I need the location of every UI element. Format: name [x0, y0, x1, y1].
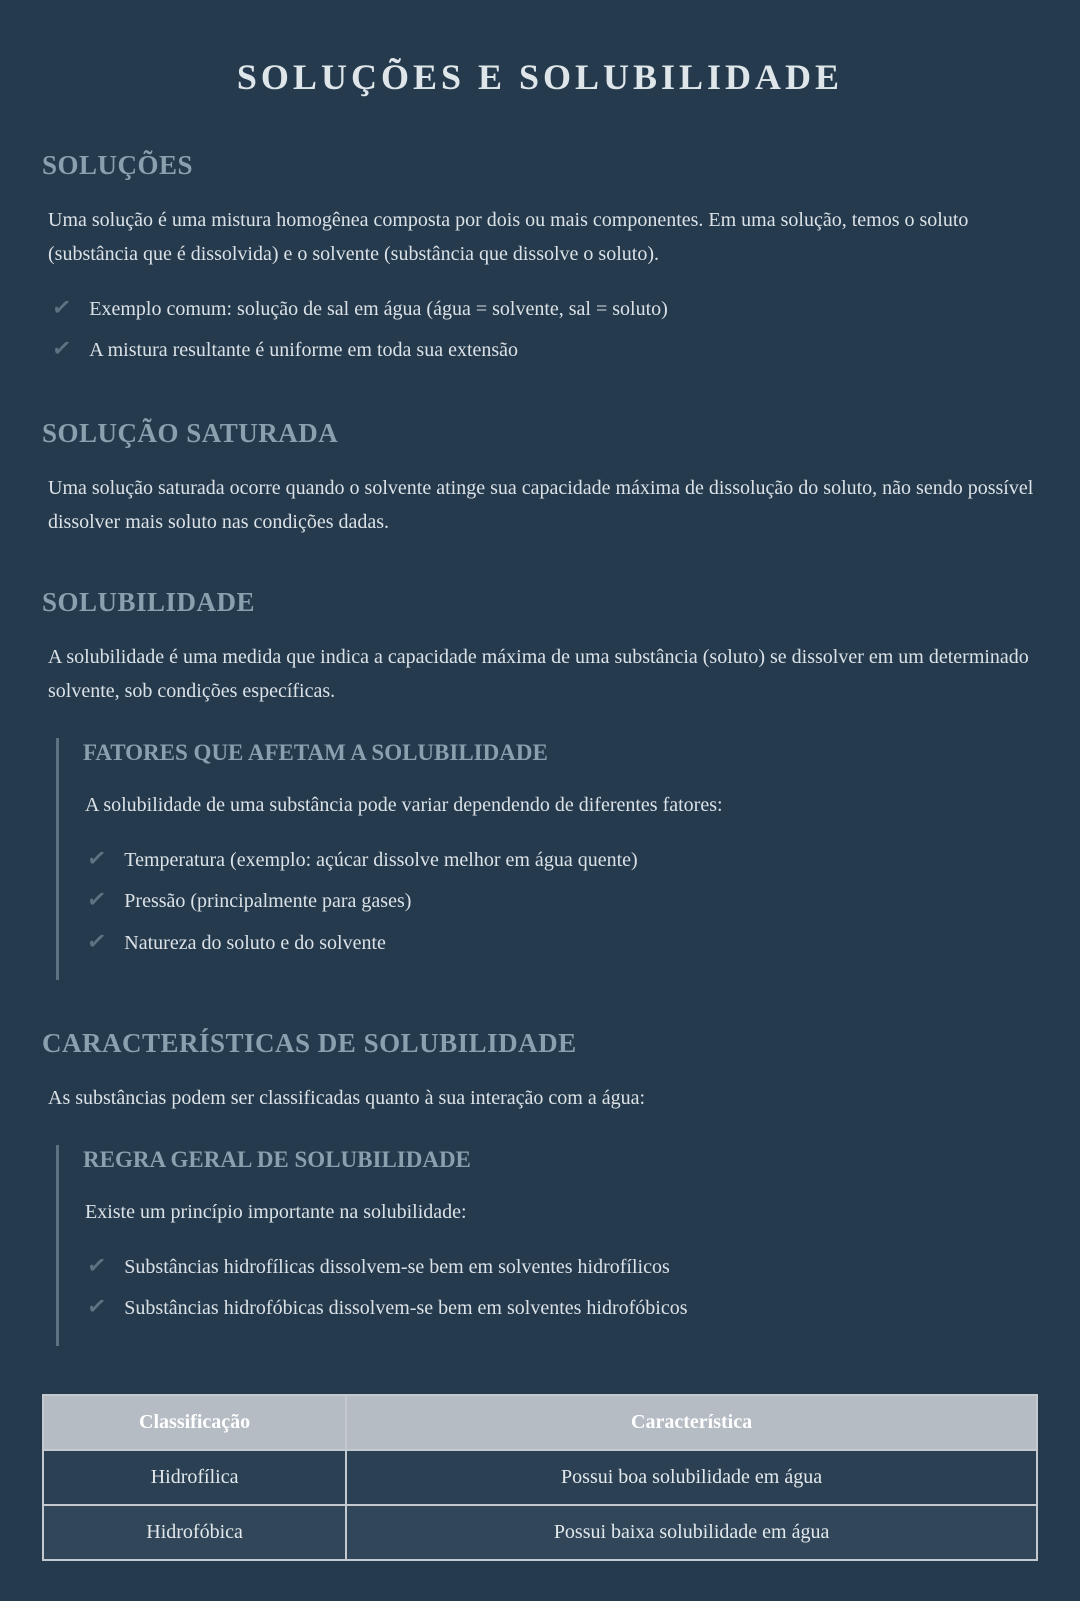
table-header-caracteristica: Característica	[346, 1395, 1037, 1450]
list-item-text: Natureza do soluto e do solvente	[124, 931, 386, 954]
list-item	[52, 287, 1038, 328]
section-caracteristicas	[42, 1028, 1038, 1346]
section-solucao-saturada	[42, 418, 1038, 539]
table-cell-classification: Hidrofílica	[43, 1450, 346, 1505]
list-item-text: Temperatura (exemplo: açúcar dissolve melhor em água quente)	[124, 848, 638, 871]
section-solubilidade	[42, 587, 1038, 980]
check-icon: ✓	[50, 335, 73, 363]
check-icon: ✓	[85, 885, 108, 914]
subsection-paragraph: Existe um princípio importante na solubilidade:	[85, 1200, 467, 1223]
list-item-text: Pressão (principalmente para gases)	[124, 890, 412, 913]
table-cell-classification: Hidrofóbica	[43, 1505, 346, 1560]
check-icon: ✓	[85, 1293, 108, 1321]
section-paragraph: A solubilidade é uma medida que indica a capacidade máxima de uma substância (soluto) se dissolver em um determinado solvente, sob condições específicas.	[48, 645, 1029, 702]
section-heading-solucoes: SOLUÇÕES	[42, 150, 194, 180]
table-cell-characteristic: Possui boa solubilidade em água	[346, 1450, 1037, 1505]
check-list	[42, 287, 1038, 370]
section-solucoes	[42, 150, 1038, 370]
check-icon: ✓	[85, 927, 108, 955]
list-item	[87, 921, 1038, 962]
subsection-heading: FATORES QUE AFETAM A SOLUBILIDADE	[83, 739, 548, 765]
table-header-classificacao: Classificação	[43, 1395, 346, 1450]
list-item-text: Substâncias hidrofílicas dissolvem-se bem em solventes hidrofílicos	[124, 1255, 670, 1278]
subsection-fatores	[56, 738, 1038, 980]
list-item	[87, 879, 1038, 920]
subsection-heading: REGRA GERAL DE SOLUBILIDADE	[83, 1146, 471, 1172]
table-row	[43, 1450, 1037, 1505]
section-heading-solubilidade: SOLUBILIDADE	[42, 586, 256, 617]
section-paragraph: Uma solução saturada ocorre quando o solvente atinge sua capacidade máxima de dissolução do soluto, não sendo possível dissolver mais soluto nas condições dadas.	[48, 476, 1034, 533]
page-title: SOLUÇÕES E SOLUBILIDADE	[236, 57, 844, 97]
list-item	[87, 1286, 1038, 1327]
table-cell-characteristic: Possui baixa solubilidade em água	[346, 1505, 1037, 1560]
list-item-text: Substâncias hidrofóbicas dissolvem-se bem em solventes hidrofóbicos	[124, 1297, 688, 1320]
subsection-paragraph: A solubilidade de uma substância pode variar dependendo de diferentes fatores:	[85, 793, 723, 816]
check-icon: ✓	[85, 1251, 108, 1280]
section-heading-saturada: SOLUÇÃO SATURADA	[42, 417, 339, 448]
check-icon: ✓	[85, 844, 108, 873]
section-paragraph: Uma solução é uma mistura homogênea composta por dois ou mais componentes. Em uma solução, temos o soluto (substância que é dissolvida) e o solvente (substância que dissolve o soluto).	[48, 209, 969, 265]
table-header-row	[43, 1395, 1037, 1450]
check-list	[83, 1245, 1038, 1328]
table-row	[43, 1505, 1037, 1560]
list-item-text: A mistura resultante é uniforme em toda sua extensão	[89, 339, 519, 362]
subsection-regra-geral	[56, 1145, 1038, 1346]
section-heading-caracteristicas: CARACTERÍSTICAS DE SOLUBILIDADE	[42, 1027, 577, 1058]
check-icon: ✓	[50, 293, 73, 322]
list-item-text: Exemplo comum: solução de sal em água (água = solvente, sal = soluto)	[89, 298, 668, 320]
section-paragraph: As substâncias podem ser classificadas quanto à sua interação com a água:	[48, 1086, 646, 1109]
list-item	[87, 1245, 1038, 1286]
check-list	[83, 838, 1038, 962]
list-item	[52, 328, 1038, 369]
classification-table	[42, 1394, 1038, 1561]
list-item	[87, 838, 1038, 879]
